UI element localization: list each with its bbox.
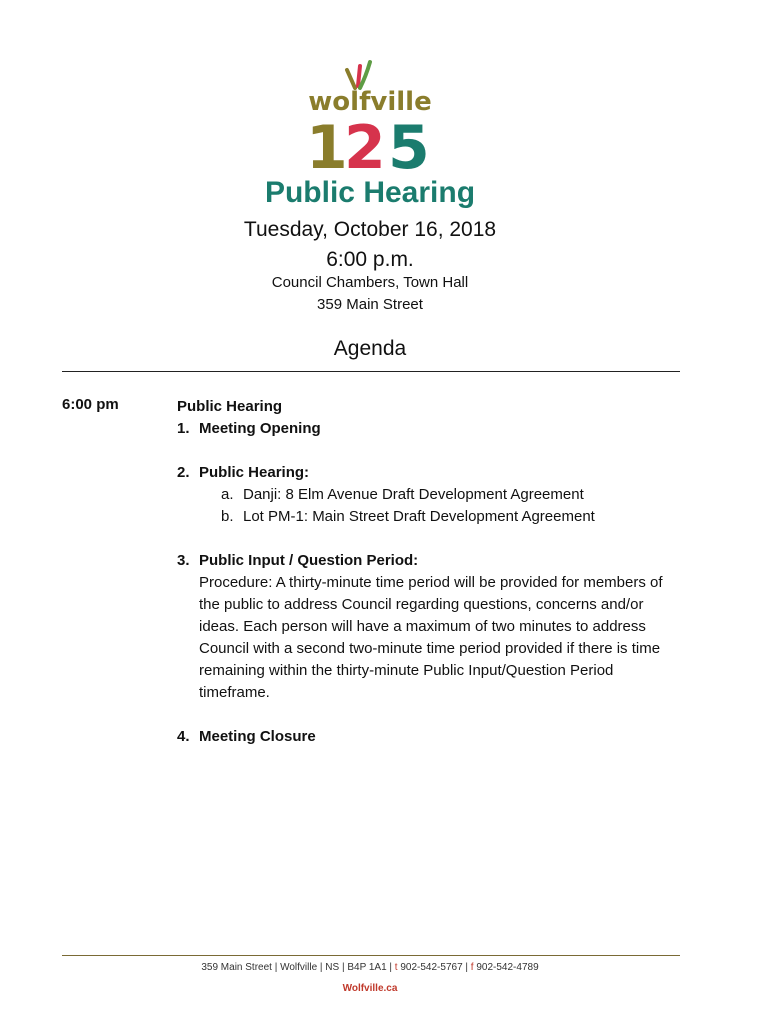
subitem-letter: a. — [221, 486, 234, 503]
footer-phone: 902-542-5767 | — [397, 962, 471, 973]
agenda-item-3 — [177, 550, 677, 572]
footer-contact — [0, 962, 740, 973]
agenda-subitem-a — [177, 484, 677, 506]
agenda-item-number: 2. — [177, 464, 190, 481]
svg-text:1: 1 — [306, 113, 348, 174]
meeting-venue: Council Chambers, Town Hall — [271, 274, 469, 291]
agenda-section-title: Public Hearing — [177, 398, 283, 415]
agenda-item-number: 1. — [177, 420, 190, 437]
svg-text:2: 2 — [344, 113, 386, 174]
agenda-list — [177, 396, 677, 748]
agenda-item-1 — [177, 418, 677, 440]
agenda-item-4 — [177, 726, 677, 748]
agenda-heading: Agenda — [333, 337, 407, 360]
logo-wolfville-text: wolfville — [308, 87, 432, 117]
agenda-time-label: 6:00 pm — [62, 396, 119, 413]
page-title: Public Hearing — [264, 176, 476, 209]
subitem-text: Danji: 8 Elm Avenue Draft Development Agreement — [243, 486, 584, 503]
agenda-item-number: 4. — [177, 728, 190, 745]
footer-address: 359 Main Street | Wolfville | NS | B4P 1A1 | — [201, 962, 395, 973]
wolfville-125-logo — [300, 58, 440, 174]
svg-text:5: 5 — [388, 113, 430, 174]
subitem-text: Lot PM-1: Main Street Draft Development Agreement — [243, 508, 595, 525]
agenda-item-number: 3. — [177, 552, 190, 569]
subitem-letter: b. — [221, 508, 234, 525]
phone-prefix: t — [394, 962, 398, 973]
procedure-text: Procedure: A thirty-minute time period will be provided for members of the public to address Council regarding questions, concerns and/or ideas. Each person will have a maximum of two minutes to address Council with a second two-minute time period provided if there is time remaining within the thirty-minute Public Input/Question Period timeframe. — [199, 574, 663, 701]
agenda-subitem-b — [177, 506, 677, 528]
agenda-item-title: Public Hearing: — [199, 464, 310, 481]
agenda-item-2 — [177, 462, 677, 484]
meeting-time: 6:00 p.m. — [326, 248, 414, 271]
meeting-address: 359 Main Street — [317, 296, 423, 313]
footer-divider — [62, 955, 680, 956]
agenda-item-title: Meeting Opening — [199, 420, 321, 437]
agenda-item-title: Meeting Closure — [199, 728, 316, 745]
fax-prefix: f — [470, 962, 474, 973]
meeting-date: Tuesday, October 16, 2018 — [243, 218, 497, 241]
agenda-item-title: Public Input / Question Period: — [199, 552, 419, 569]
footer-fax: 902-542-4789 — [473, 962, 539, 973]
header-divider — [62, 371, 680, 372]
footer-website-link[interactable]: Wolfville.ca — [342, 983, 398, 994]
